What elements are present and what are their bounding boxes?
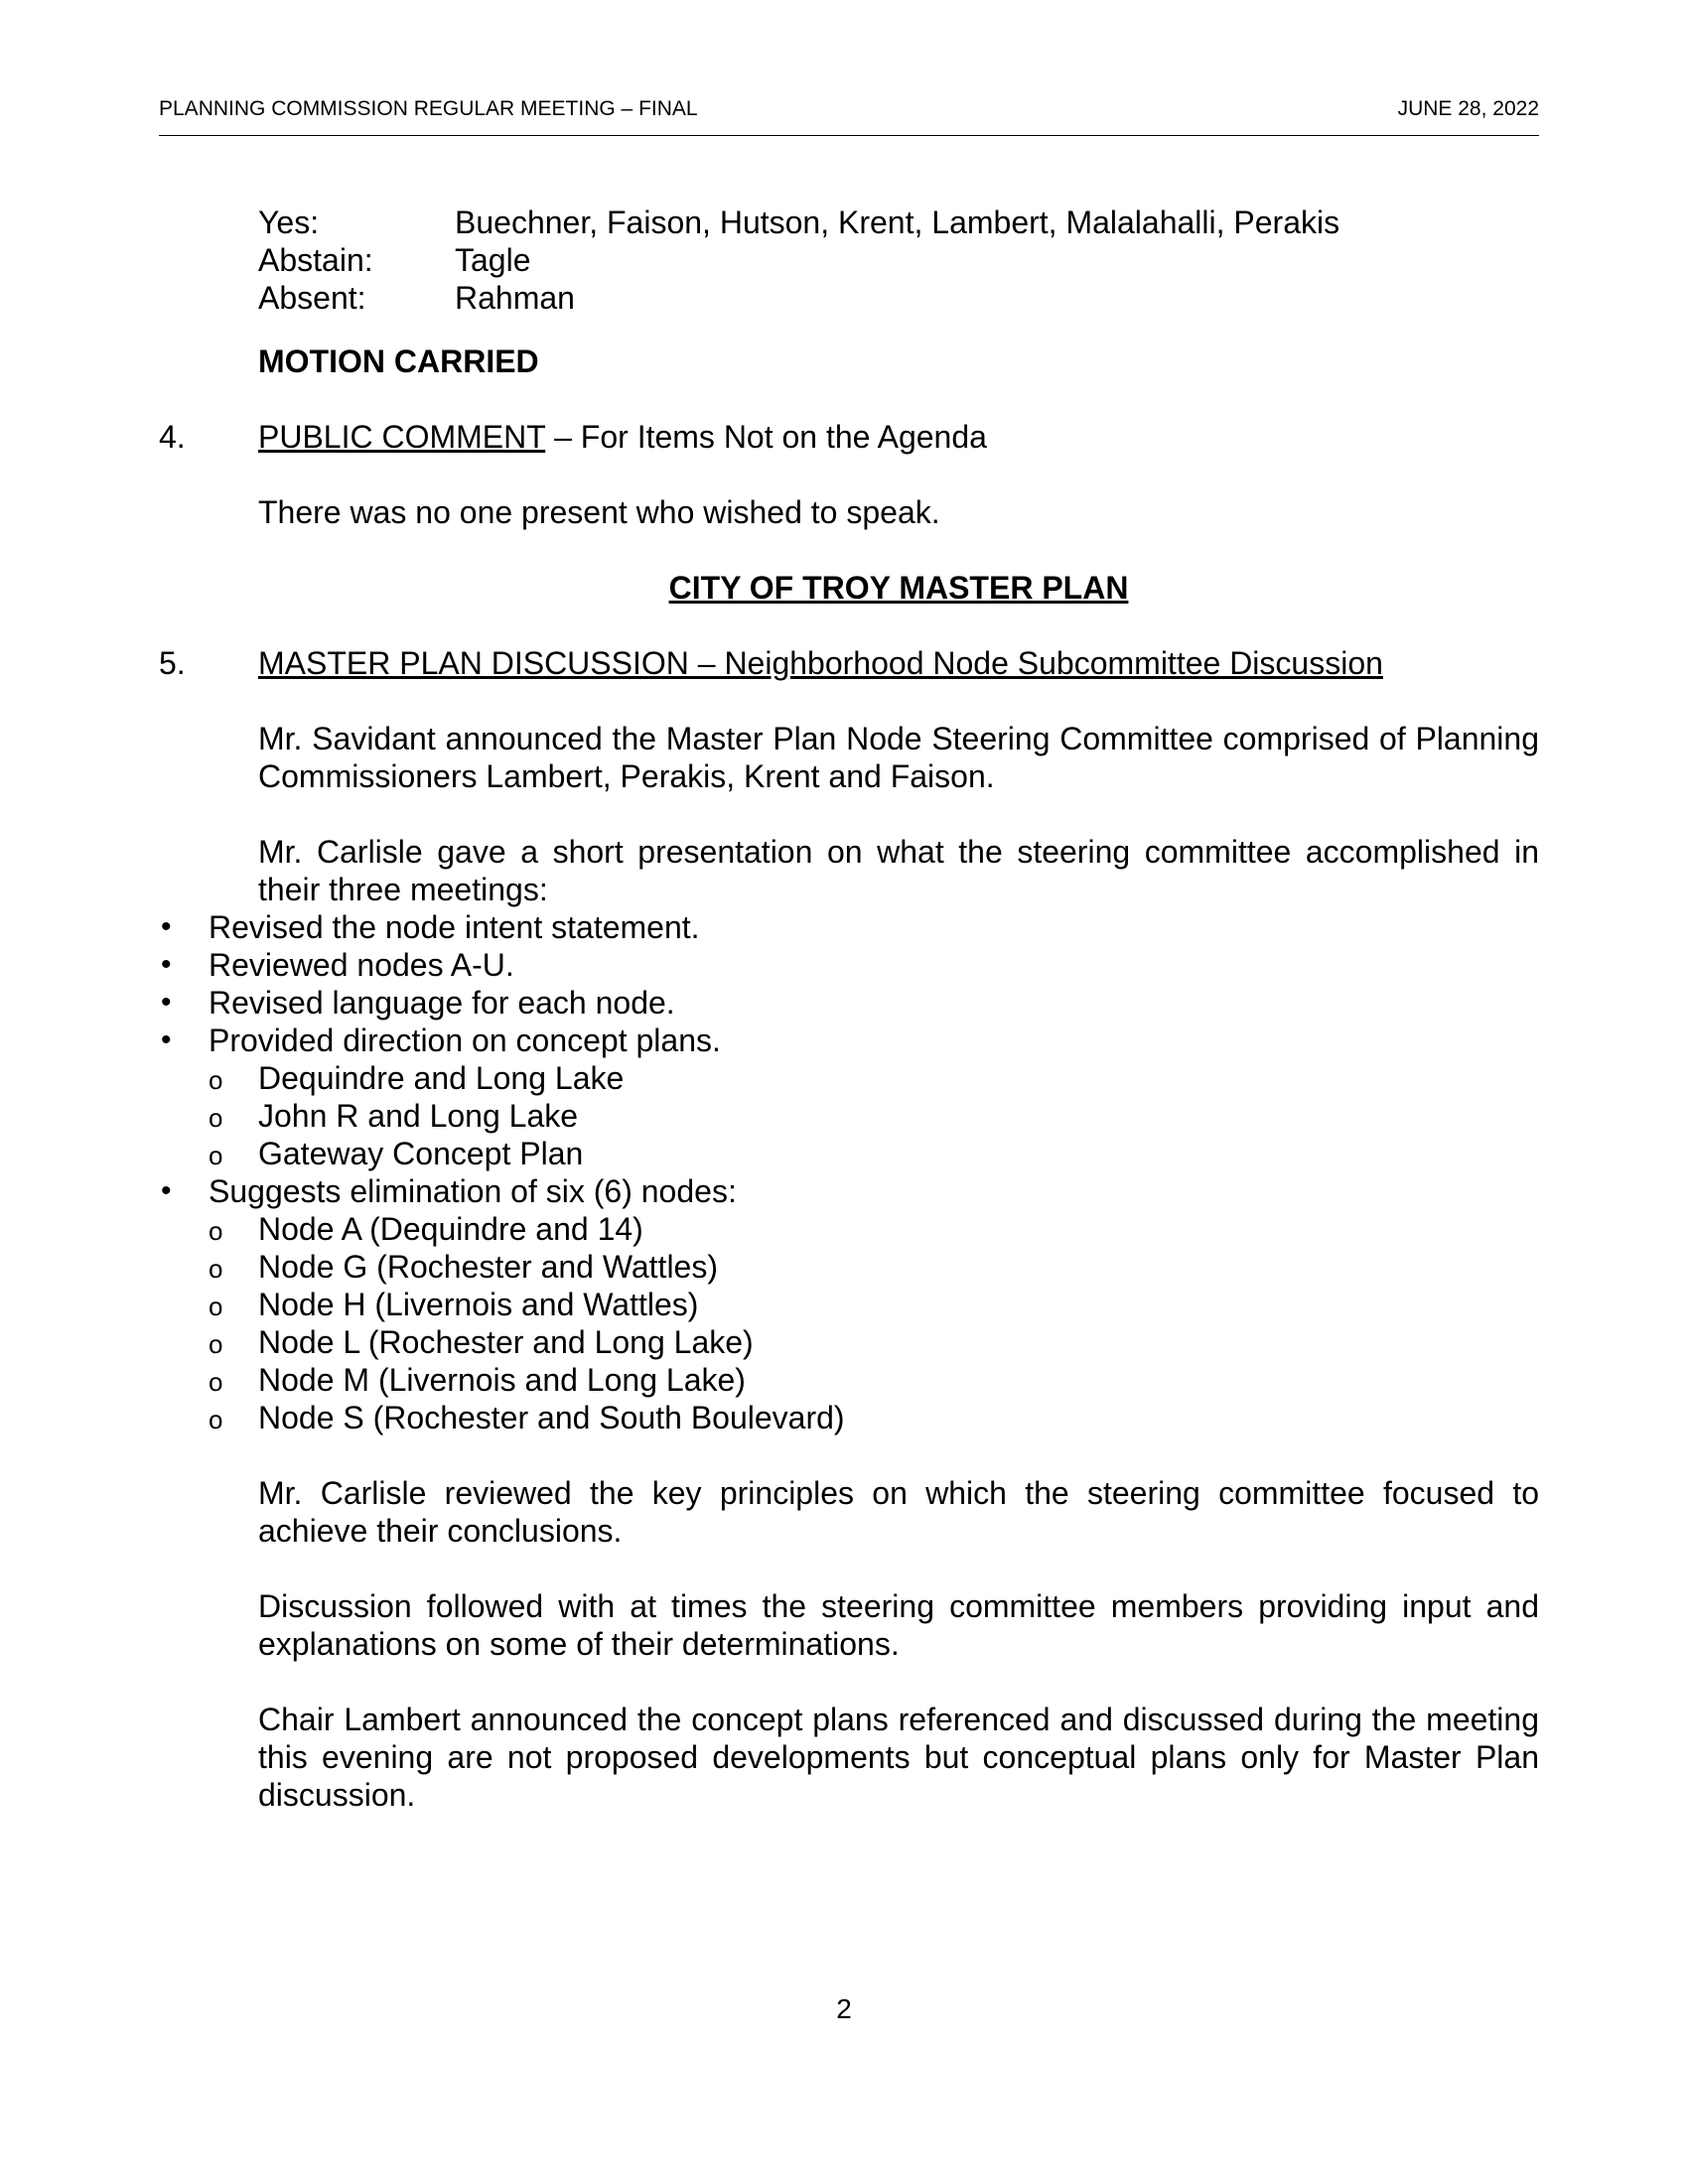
page-number: 2: [836, 1993, 852, 2024]
vote-value: Buechner, Faison, Hutson, Krent, Lambert, Malalahalli, Perakis: [455, 205, 1340, 240]
hollow-circle-icon: o: [209, 1367, 223, 1397]
sub-list-item: o Node G (Rochester and Wattles): [209, 1248, 1539, 1286]
vote-block: [258, 204, 1539, 380]
sub-list-item: o Dequindre and Long Lake: [209, 1059, 1539, 1097]
vote-row-absent: [258, 279, 1539, 317]
vote-row-abstain: [258, 241, 1539, 279]
sub-list-item: o Node H (Livernois and Wattles): [209, 1286, 1539, 1323]
accomplishments-list: [159, 908, 1539, 1436]
vote-label: Yes:: [258, 205, 320, 240]
item-number: 5.: [159, 645, 186, 681]
eliminated-nodes-list: [159, 1210, 1539, 1436]
vote-value: Rahman: [455, 280, 575, 316]
bullet-dot-icon: •: [161, 986, 172, 1019]
item-title: MASTER PLAN DISCUSSION – Neighborhood Node Subcommittee Discussion: [258, 645, 1383, 681]
paragraph: Chair Lambert announced the concept plans referenced and discussed during the meeting this evening are not proposed developments but conceptual plans only for Master Plan discussion.: [258, 1702, 1539, 1813]
motion-result: MOTION CARRIED: [258, 343, 539, 379]
document-body: [159, 204, 1539, 1814]
vote-row-yes: [258, 204, 1539, 241]
paragraph: Mr. Savidant announced the Master Plan Node Steering Committee comprised of Planning Commissioners Lambert, Perakis, Krent and Faison.: [258, 721, 1539, 794]
bullet-dot-icon: •: [161, 1174, 172, 1207]
list-item: • Provided direction on concept plans. o Dequindre and Long Lake o John R and Long Lake o Gateway Concept Plan: [159, 1022, 1539, 1172]
hollow-circle-icon: o: [209, 1254, 223, 1284]
bullet-dot-icon: •: [161, 1024, 172, 1056]
bullet-dot-icon: •: [161, 948, 172, 981]
hollow-circle-icon: o: [209, 1405, 223, 1434]
sub-list-item: o Gateway Concept Plan: [209, 1135, 1539, 1172]
sub-list-item: o Node M (Livernois and Long Lake): [209, 1361, 1539, 1399]
hollow-circle-icon: o: [209, 1065, 223, 1095]
section-heading: CITY OF TROY MASTER PLAN: [668, 570, 1129, 606]
hollow-circle-icon: o: [209, 1103, 223, 1133]
paragraph: Mr. Carlisle reviewed the key principles on which the steering committee focused to achieve their conclusions.: [258, 1475, 1539, 1549]
item-4-text: There was no one present who wished to speak.: [258, 494, 940, 530]
paragraph: Mr. Carlisle gave a short presentation on what the steering committee accomplished in their three meetings:: [258, 834, 1539, 907]
bullet-dot-icon: •: [161, 910, 172, 943]
hollow-circle-icon: o: [209, 1292, 223, 1321]
page-header: [159, 97, 1539, 136]
hollow-circle-icon: o: [209, 1216, 223, 1246]
header-title: PLANNING COMMISSION REGULAR MEETING – FINAL: [159, 97, 698, 120]
concept-plans-list: [159, 1059, 1539, 1172]
sub-list-item: o John R and Long Lake: [209, 1097, 1539, 1135]
vote-label: Abstain:: [258, 242, 373, 278]
item-number: 4.: [159, 419, 186, 455]
list-item: • Suggests elimination of six (6) nodes: o Node A (Dequindre and 14) o Node G (Rochester and Wattles) o Node H (Livernois and Wattles) o Node L (Rochester and Long Lake) o Node M (Livernois and Long Lake) o Node S (Rochester and South Boulevard): [159, 1172, 1539, 1436]
hollow-circle-icon: o: [209, 1329, 223, 1359]
sub-list-item: o Node A (Dequindre and 14): [209, 1210, 1539, 1248]
header-date: JUNE 28, 2022: [1397, 97, 1539, 120]
item-5: [159, 644, 1539, 682]
vote-label: Absent:: [258, 280, 366, 316]
sub-list-item: o Node L (Rochester and Long Lake): [209, 1323, 1539, 1361]
item-4: [159, 418, 1539, 456]
hollow-circle-icon: o: [209, 1141, 223, 1170]
item-subtitle: – For Items Not on the Agenda: [545, 419, 987, 455]
vote-value: Tagle: [455, 242, 531, 278]
list-item: • Reviewed nodes A-U.: [161, 947, 514, 983]
sub-list-item: o Node S (Rochester and South Boulevard): [209, 1399, 1539, 1436]
paragraph: Discussion followed with at times the steering committee members providing input and explanations on some of their determinations.: [258, 1588, 1539, 1662]
item-title: PUBLIC COMMENT: [258, 419, 546, 455]
list-item: • Revised language for each node.: [161, 985, 675, 1021]
list-item: • Revised the node intent statement.: [161, 909, 700, 945]
